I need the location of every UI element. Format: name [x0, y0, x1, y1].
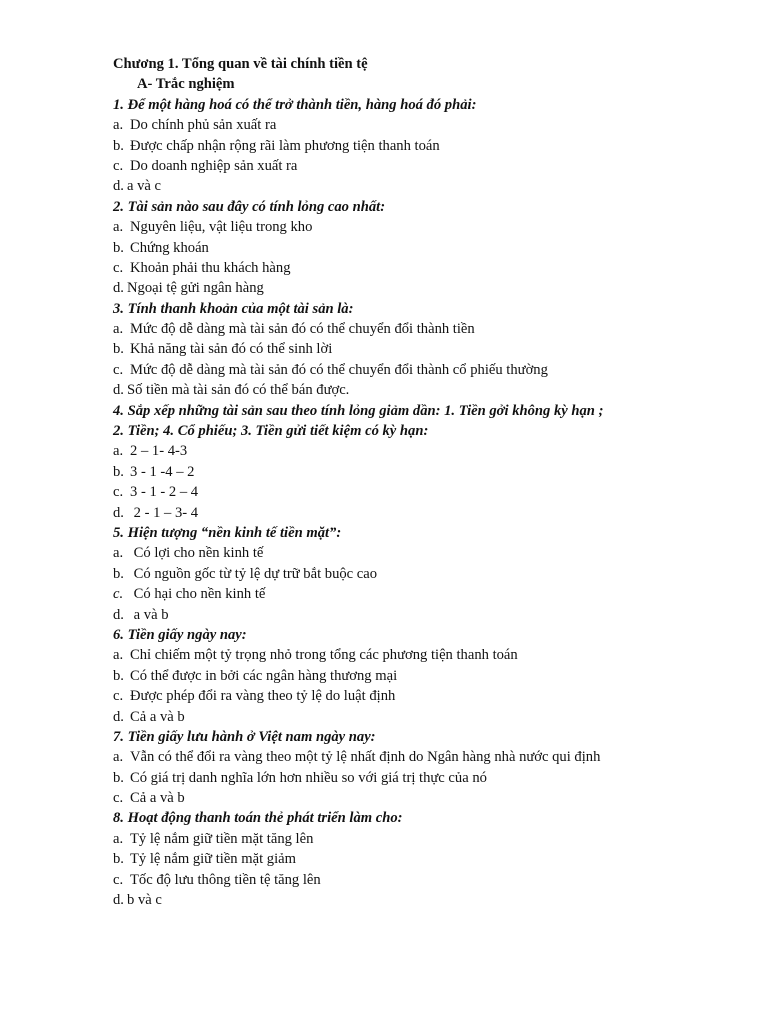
option-letter: c. [113, 586, 124, 603]
option-text: Tỷ lệ nắm giữ tiền mặt tăng lên [130, 830, 314, 847]
option-text: Có thể được in bởi các ngân hàng thương mại [130, 667, 398, 684]
option-text: Do doanh nghiệp sản xuất ra [130, 157, 298, 174]
option-3a [113, 319, 753, 339]
option-letter: b. [113, 239, 124, 256]
option-text: a và c [127, 178, 162, 195]
option-text: b và c [127, 892, 162, 909]
option-4a [113, 441, 753, 461]
option-3c [113, 360, 753, 380]
option-6d [113, 707, 753, 727]
option-6b [113, 666, 753, 686]
option-letter: c. [113, 688, 124, 705]
option-letter: a. [113, 647, 124, 664]
option-letter: d. [113, 504, 124, 521]
option-text: 3 - 1 -4 – 2 [130, 463, 195, 480]
option-letter: d. [113, 178, 124, 195]
option-8a [113, 829, 753, 849]
option-5b [113, 564, 753, 584]
option-letter: c. [113, 790, 124, 807]
option-text: 3 - 1 - 2 – 4 [130, 484, 199, 501]
option-letter: a. [113, 219, 124, 236]
option-letter: a. [113, 545, 124, 562]
question-8: 8. Hoạt động thanh toán thẻ phát triển làm cho: [113, 810, 403, 827]
option-text: Được chấp nhận rộng rãi làm phương tiện thanh toán [130, 137, 440, 154]
option-6c [113, 686, 753, 706]
option-7b [113, 768, 753, 788]
option-text: Mức độ dễ dàng mà tài sản đó có thể chuyển đổi thành tiền [130, 321, 475, 338]
question-5: 5. Hiện tượng “nền kinh tế tiền mặt”: [113, 524, 342, 541]
question-3: 3. Tính thanh khoản của một tài sản là: [113, 300, 354, 317]
option-8d [113, 890, 753, 910]
option-3b [113, 339, 753, 359]
option-letter: b. [113, 137, 124, 154]
option-text: Nguyên liệu, vật liệu trong kho [130, 219, 313, 236]
option-7c [113, 788, 753, 808]
option-text: Tốc độ lưu thông tiền tệ tăng lên [130, 871, 321, 888]
question-1: 1. Để một hàng hoá có thể trở thành tiền, hàng hoá đó phải: [113, 96, 477, 113]
option-text: Cả a và b [130, 790, 185, 807]
option-letter: c. [113, 157, 124, 174]
option-letter: d. [113, 892, 124, 909]
question-7: 7. Tiền giấy lưu hành ở Việt nam ngày nay: [113, 728, 376, 745]
option-text: Ngoại tệ gửi ngân hàng [127, 280, 264, 297]
option-letter: b. [113, 565, 124, 582]
option-letter: d. [113, 280, 124, 297]
option-3d [113, 380, 753, 400]
option-text: Có giá trị danh nghĩa lớn hơn nhiều so với giá trị thực của nó [130, 769, 487, 786]
question-6: 6. Tiền giấy ngày nay: [113, 626, 247, 643]
option-1a [113, 115, 753, 135]
option-8b [113, 849, 753, 869]
option-letter: c. [113, 259, 124, 276]
option-5d [113, 605, 753, 625]
option-8c [113, 870, 753, 890]
option-text: Có lợi cho nền kinh tế [130, 545, 264, 562]
option-text: a và b [130, 606, 169, 623]
option-4d [113, 503, 753, 523]
option-text: Khả năng tài sản đó có thể sinh lời [130, 341, 333, 358]
option-letter: a. [113, 117, 124, 134]
option-letter: b. [113, 851, 124, 868]
option-text: Cả a và b [130, 708, 185, 725]
option-text: Có nguồn gốc từ tỷ lệ dự trữ bắt buộc cao [130, 565, 378, 582]
option-text: Vẫn có thể đổi ra vàng theo một tỷ lệ nhất định do Ngân hàng nhà nước qui định [130, 749, 601, 766]
option-7a [113, 747, 753, 767]
option-text: Tỷ lệ nắm giữ tiền mặt giảm [130, 851, 296, 868]
option-2a [113, 217, 753, 237]
option-text: Số tiền mà tài sản đó có thể bán được. [127, 382, 350, 399]
option-2b [113, 238, 753, 258]
option-text: 2 – 1- 4-3 [130, 443, 188, 460]
option-text: Do chính phủ sản xuất ra [130, 117, 277, 134]
option-letter: a. [113, 443, 124, 460]
option-text: Chứng khoán [130, 239, 209, 256]
question-4-continued: 2. Tiền; 4. Cổ phiếu; 3. Tiền gửi tiết kiệm có kỳ hạn: [113, 423, 429, 440]
section-title: A- Trắc nghiệm [137, 76, 235, 93]
option-4c [113, 482, 753, 502]
option-letter: b. [113, 769, 124, 786]
option-4b [113, 462, 753, 482]
option-letter: c. [113, 361, 124, 378]
option-2c [113, 258, 753, 278]
option-letter: a. [113, 321, 124, 338]
option-text: Được phép đổi ra vàng theo tỷ lệ do luật định [130, 688, 396, 705]
option-text: 2 - 1 – 3- 4 [130, 504, 199, 521]
option-text: Có hại cho nền kinh tế [130, 586, 266, 603]
option-letter: d. [113, 708, 124, 725]
option-1d [113, 176, 753, 196]
question-4: 4. Sắp xếp những tài sản sau theo tính lỏng giảm dần: 1. Tiền gởi không kỳ hạn ; [113, 402, 604, 419]
chapter-title: Chương 1. Tổng quan về tài chính tiền tệ [113, 56, 368, 72]
option-letter: a. [113, 749, 124, 766]
option-6a [113, 645, 753, 665]
option-letter: a. [113, 830, 124, 847]
option-letter: c. [113, 871, 124, 888]
option-letter: c. [113, 484, 124, 501]
option-letter: b. [113, 341, 124, 358]
option-letter: d. [113, 606, 124, 623]
option-5a [113, 543, 753, 563]
option-2d [113, 278, 753, 298]
option-1c [113, 156, 753, 176]
option-letter: d. [113, 382, 124, 399]
option-1b [113, 136, 753, 156]
option-text: Chỉ chiếm một tỷ trọng nhỏ trong tổng các phương tiện thanh toán [130, 647, 518, 664]
option-text: Mức độ dễ dàng mà tài sản đó có thể chuyển đổi thành cổ phiếu thường [130, 361, 548, 378]
option-letter: b. [113, 667, 124, 684]
option-text: Khoản phải thu khách hàng [130, 259, 291, 276]
option-letter: b. [113, 463, 124, 480]
option-5c [113, 584, 753, 604]
question-2: 2. Tài sản nào sau đây có tính lỏng cao nhất: [113, 198, 386, 215]
document-page [113, 54, 753, 910]
